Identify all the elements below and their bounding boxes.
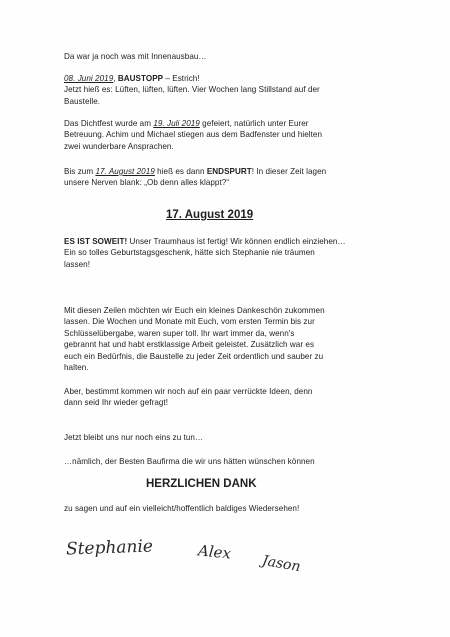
paragraph-baustopp: 08. Juni 2019, BAUSTOPP – Estrich! Jetzt hieß es: Lüften, lüften, lüften. Vier Wochen lang Stillstand auf der Baustelle. bbox=[64, 74, 320, 106]
signature-jason: Jason bbox=[260, 552, 302, 576]
paragraph-soweit: ES IST SOWEIT! Unser Traumhaus ist fertig! Wir können endlich einziehen… Ein so tolles Geburtstagsgeschenk, hätte sich Stephanie nie träumen lassen! bbox=[64, 237, 346, 269]
paragraph-wiedersehen: zu sagen und auf ein vielleicht/hoffentlich baldiges Wiedersehen! bbox=[64, 504, 300, 513]
section-heading: 17. August 2019 bbox=[166, 209, 254, 221]
thanks-heading: HERZLICHEN DANK bbox=[146, 478, 257, 490]
paragraph-dichtfest: Das Dichtfest wurde am 19. Juli 2019 gefeiert, natürlich unter Eurer Betreuung. Achim und Michael stiegen aus dem Badfenster und hielten zwei wunderbare Ansprachen. bbox=[64, 119, 323, 151]
signature-alex: Alex bbox=[197, 541, 232, 563]
date-dichtfest: 19. Juli 2019 bbox=[153, 119, 200, 128]
date-endspurt: 17. August 2019 bbox=[95, 167, 155, 176]
paragraph-dankeschoen: Mit diesen Zeilen möchten wir Euch ein kleines Dankeschön zukommen lassen. Die Wochen und Monate mit Euch, vom ersten Termin bis zur Schlüsselübergabe, waren super toll. Ihr wart immer da, wenn's gebrannt hat und habt erstklassige Arbeit geleistet. Zusätzlich war es euch ein Bedürfnis, die Baustelle zu jeder Zeit ordentlich und sauber zu halten. bbox=[64, 306, 325, 373]
keyword-baustopp: BAUSTOPP bbox=[117, 74, 164, 83]
paragraph-eins-zu-tun: Jetzt bleibt uns nur noch eins zu tun… bbox=[64, 433, 204, 442]
keyword-endspurt: ENDSPURT bbox=[206, 167, 252, 176]
signature-stephanie: Stephanie bbox=[65, 536, 154, 560]
intro-line: Da war ja noch was mit Innenausbau… bbox=[64, 52, 207, 61]
keyword-soweit: ES IST SOWEIT! bbox=[64, 237, 128, 246]
paragraph-ideen: Aber, bestimmt kommen wir noch auf ein paar verrückte Ideen, denn dann seid Ihr wieder gefragt! bbox=[64, 387, 313, 408]
date-baustopp: 08. Juni 2019 bbox=[64, 74, 114, 83]
paragraph-baufirma: …nämlich, der Besten Baufirma die wir uns hätten wünschen können bbox=[64, 457, 315, 466]
paragraph-endspurt: Bis zum 17. August 2019 hieß es dann ENDSPURT! In dieser Zeit lagen unsere Nerven blank: „Ob denn alles klappt?“ bbox=[64, 167, 327, 188]
